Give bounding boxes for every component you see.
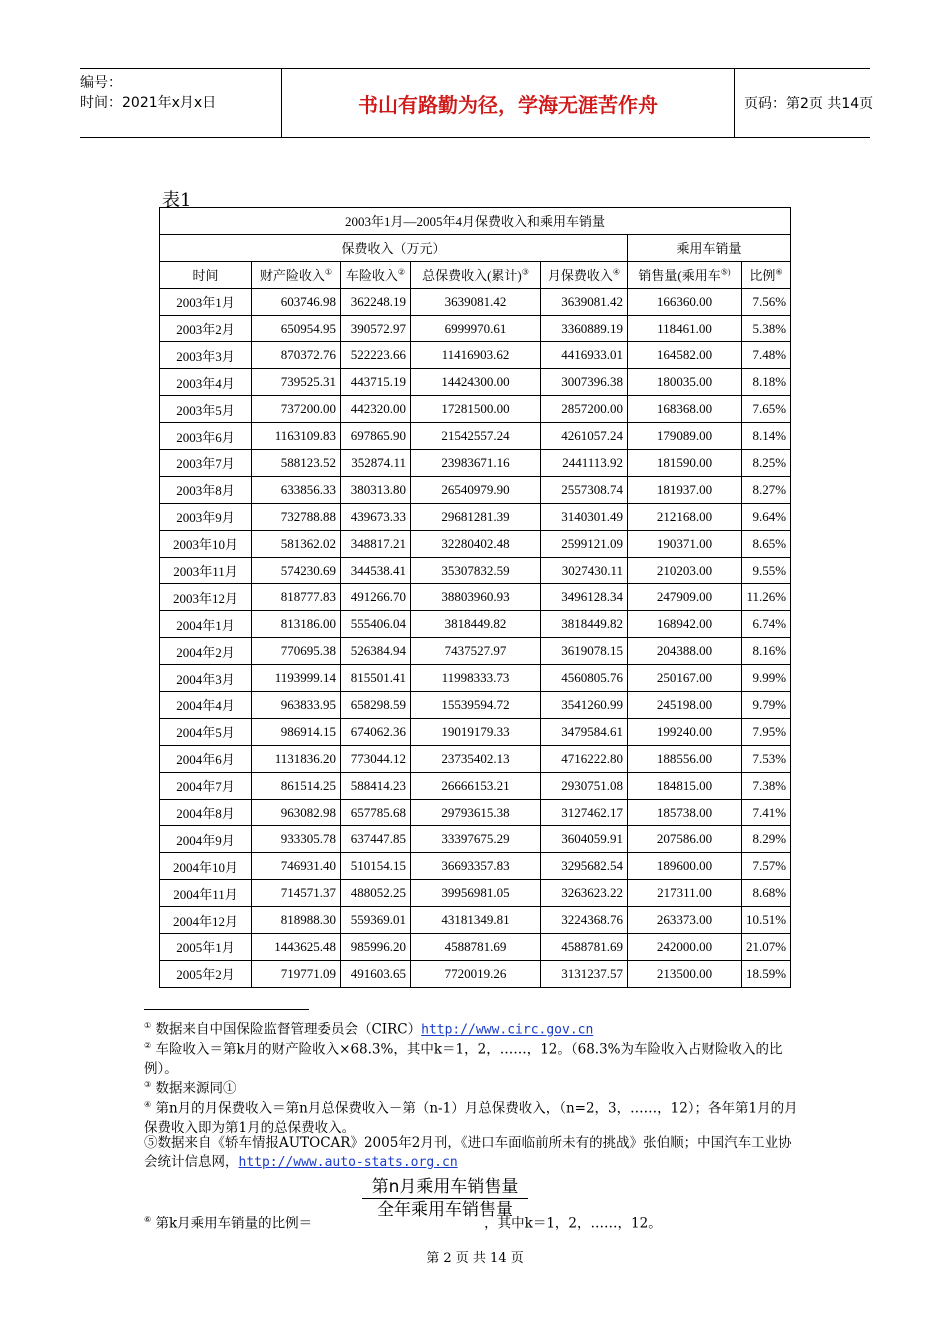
footnote-text: 车险收入＝第k月的财产险收入×68.3%，其中k＝1，2，……，12。（68.3%为车险收入占财险收入的比例）。 [144, 1041, 783, 1077]
table-cell: 1443625.48 [252, 934, 341, 961]
table-cell: 4588781.69 [411, 934, 541, 961]
footnote-text: 第n月的月保费收入＝第n月总保费收入－第（n-1）月总保费收入，（n=2，3，……，12）；各年第1月的月保费收入即为第1月的总保费收入。 [144, 1100, 798, 1136]
table-cell: 11.26% [742, 584, 791, 611]
table-cell: 9.55% [742, 557, 791, 584]
table-cell: 242000.00 [628, 934, 742, 961]
table-row [160, 718, 791, 745]
column-header: 销售量(乘用车⑤) [628, 261, 742, 288]
table-row [160, 288, 791, 315]
table-cell: 526384.94 [341, 638, 411, 665]
table-cell: 185738.00 [628, 799, 742, 826]
table-cell: 488052.25 [341, 880, 411, 907]
table-cell: 3541260.99 [541, 692, 628, 719]
table-cell: 7.95% [742, 718, 791, 745]
table-cell: 263373.00 [628, 907, 742, 934]
table-row [160, 907, 791, 934]
column-header: 财产险收入① [252, 261, 341, 288]
table-cell: 4588781.69 [541, 934, 628, 961]
table-cell: 11416903.62 [411, 342, 541, 369]
table-cell: 3619078.15 [541, 638, 628, 665]
row-date-cell: 2004年5月 [160, 718, 252, 745]
row-date-cell: 2003年7月 [160, 450, 252, 477]
table-cell: 181590.00 [628, 450, 742, 477]
table-cell: 390572.97 [341, 315, 411, 342]
table-cell: 442320.00 [341, 396, 411, 423]
table-cell: 2857200.00 [541, 396, 628, 423]
table-cell: 2930751.08 [541, 772, 628, 799]
table-cell: 180035.00 [628, 369, 742, 396]
table-row [160, 530, 791, 557]
table-cell: 555406.04 [341, 611, 411, 638]
column-header: 总保费收入(累计)③ [411, 261, 541, 288]
table-cell: 3479584.61 [541, 718, 628, 745]
table-cell: 204388.00 [628, 638, 742, 665]
table-cell: 3496128.34 [541, 584, 628, 611]
doc-time: 时间：2021年x月x日 [80, 95, 217, 111]
table-cell: 11998333.73 [411, 665, 541, 692]
row-date-cell: 2004年2月 [160, 638, 252, 665]
table-row [160, 826, 791, 853]
data-table [159, 207, 791, 988]
table-cell: 491603.65 [341, 960, 411, 987]
table-cell: 7.48% [742, 342, 791, 369]
table-cell: 8.29% [742, 826, 791, 853]
table-cell: 8.14% [742, 423, 791, 450]
table-cell: 697865.90 [341, 423, 411, 450]
table-cell: 18.59% [742, 960, 791, 987]
table-cell: 23983671.16 [411, 450, 541, 477]
table-cell: 247909.00 [628, 584, 742, 611]
table-cell: 986914.15 [252, 718, 341, 745]
table-cell: 1193999.14 [252, 665, 341, 692]
table-cell: 746931.40 [252, 853, 341, 880]
table-cell: 813186.00 [252, 611, 341, 638]
column-header: 月保费收入④ [541, 261, 628, 288]
table-cell: 8.65% [742, 530, 791, 557]
table-row [160, 880, 791, 907]
header-motto: 书山有路勤为径，学海无涯苦作舟 [281, 69, 735, 137]
table-cell: 21.07% [742, 934, 791, 961]
table-cell: 9.79% [742, 692, 791, 719]
table-cell: 439673.33 [341, 503, 411, 530]
table-cell: 3295682.54 [541, 853, 628, 880]
row-date-cell: 2003年3月 [160, 342, 252, 369]
footnote-mark: ⑥ [144, 1215, 152, 1224]
table-cell: 168368.00 [628, 396, 742, 423]
table-cell: 574230.69 [252, 557, 341, 584]
table-cell: 8.25% [742, 450, 791, 477]
page-footer: 第 2 页 共 14 页 [426, 1251, 524, 1266]
table-cell: 963833.95 [252, 692, 341, 719]
row-date-cell: 2003年1月 [160, 288, 252, 315]
table-cell: 8.68% [742, 880, 791, 907]
table-row [160, 342, 791, 369]
footnote-2 [144, 1036, 804, 1079]
table-row [160, 853, 791, 880]
row-date-cell: 2004年3月 [160, 665, 252, 692]
table-cell: 207586.00 [628, 826, 742, 853]
table-cell: 732788.88 [252, 503, 341, 530]
row-date-cell: 2004年1月 [160, 611, 252, 638]
table-cell: 7.38% [742, 772, 791, 799]
column-header: 比例⑥ [742, 261, 791, 288]
table-cell: 510154.15 [341, 853, 411, 880]
formula-numerator: 第n月乘用车销售量 [362, 1176, 528, 1199]
table-cell: 189600.00 [628, 853, 742, 880]
table-cell: 861514.25 [252, 772, 341, 799]
table-cell: 29793615.38 [411, 799, 541, 826]
table-cell: 443715.19 [341, 369, 411, 396]
row-date-cell: 2004年9月 [160, 826, 252, 853]
formula-denominator: 全年乘用车销售量 [377, 1200, 513, 1220]
table-cell: 23735402.13 [411, 745, 541, 772]
table-cell: 217311.00 [628, 880, 742, 907]
table-cell: 179089.00 [628, 423, 742, 450]
table-cell: 3131237.57 [541, 960, 628, 987]
table-cell: 164582.00 [628, 342, 742, 369]
table-cell: 963082.98 [252, 799, 341, 826]
table-row [160, 315, 791, 342]
footnote-mark: ① [144, 1021, 152, 1030]
table-cell: 714571.37 [252, 880, 341, 907]
table-cell: 6.74% [742, 611, 791, 638]
auto-stats-link[interactable]: http://www.auto-stats.org.cn [238, 1155, 458, 1170]
table-cell: 7.65% [742, 396, 791, 423]
table-cell: 637447.85 [341, 826, 411, 853]
table-cell: 212168.00 [628, 503, 742, 530]
footnote-5 [144, 1134, 804, 1172]
table-cell: 10.51% [742, 907, 791, 934]
table-cell: 9.99% [742, 665, 791, 692]
table-cell: 3027430.11 [541, 557, 628, 584]
table-cell: 26540979.90 [411, 476, 541, 503]
table-cell: 190371.00 [628, 530, 742, 557]
header-page-info: 页码：第2页 共14页 [744, 96, 874, 112]
row-date-cell: 2004年7月 [160, 772, 252, 799]
table-row [160, 960, 791, 987]
table-cell: 43181349.81 [411, 907, 541, 934]
table-cell: 1131836.20 [252, 745, 341, 772]
table-row [160, 503, 791, 530]
table-cell: 770695.38 [252, 638, 341, 665]
table-cell: 33397675.29 [411, 826, 541, 853]
table-cell: 8.18% [742, 369, 791, 396]
row-date-cell: 2004年4月 [160, 692, 252, 719]
table-cell: 633856.33 [252, 476, 341, 503]
table-cell: 3007396.38 [541, 369, 628, 396]
table-cell: 2441113.92 [541, 450, 628, 477]
table-cell: 168942.00 [628, 611, 742, 638]
group-header-premium: 保费收入（万元） [160, 234, 628, 261]
table-cell: 245198.00 [628, 692, 742, 719]
footnote-text: 数据来源同① [151, 1080, 237, 1097]
row-date-cell: 2005年2月 [160, 960, 252, 987]
footnote-text: 第k月乘用车销量的比例＝ [151, 1215, 313, 1232]
footnote-text: ，其中k＝1，2，……，12。 [484, 1215, 662, 1232]
table-cell: 19019179.33 [411, 718, 541, 745]
column-header: 时间 [160, 261, 252, 288]
table-cell: 3263623.22 [541, 880, 628, 907]
table-cell: 657785.68 [341, 799, 411, 826]
table-row [160, 692, 791, 719]
table-row [160, 934, 791, 961]
table-row [160, 557, 791, 584]
table-cell: 3604059.91 [541, 826, 628, 853]
row-date-cell: 2003年4月 [160, 369, 252, 396]
table-cell: 739525.31 [252, 369, 341, 396]
row-date-cell: 2004年12月 [160, 907, 252, 934]
row-date-cell: 2004年11月 [160, 880, 252, 907]
table-cell: 213500.00 [628, 960, 742, 987]
footnote-text: ⑤数据来自《轿车情报AUTOCAR》2005年2月刊，《进口车面临前所未有的挑战》张伯顺；中国汽车工业协会统计信息网， [144, 1135, 792, 1170]
table-cell: 3818449.82 [411, 611, 541, 638]
footnote-mark: ② [144, 1041, 152, 1050]
table-row [160, 450, 791, 477]
table-cell: 522223.66 [341, 342, 411, 369]
group-header-sales: 乘用车销量 [628, 234, 791, 261]
table-row [160, 423, 791, 450]
row-date-cell: 2003年10月 [160, 530, 252, 557]
table-cell: 352874.11 [341, 450, 411, 477]
table-row [160, 665, 791, 692]
row-date-cell: 2004年10月 [160, 853, 252, 880]
table-cell: 7.56% [742, 288, 791, 315]
table-cell: 29681281.39 [411, 503, 541, 530]
table-cell: 933305.78 [252, 826, 341, 853]
table-cell: 210203.00 [628, 557, 742, 584]
table-cell: 5.38% [742, 315, 791, 342]
table-cell: 650954.95 [252, 315, 341, 342]
table-cell: 674062.36 [341, 718, 411, 745]
table-cell: 1163109.83 [252, 423, 341, 450]
table-row [160, 369, 791, 396]
table-cell: 6999970.61 [411, 315, 541, 342]
row-date-cell: 2004年6月 [160, 745, 252, 772]
table-cell: 188556.00 [628, 745, 742, 772]
circ-link[interactable]: http://www.circ.gov.cn [421, 1022, 594, 1038]
footnote-6 [144, 1210, 804, 1234]
table-cell: 870372.76 [252, 342, 341, 369]
row-date-cell: 2003年11月 [160, 557, 252, 584]
table-cell: 21542557.24 [411, 423, 541, 450]
table-cell: 3140301.49 [541, 503, 628, 530]
table-row [160, 772, 791, 799]
table-cell: 344538.41 [341, 557, 411, 584]
table-cell: 38803960.93 [411, 584, 541, 611]
table-cell: 118461.00 [628, 315, 742, 342]
table-cell: 3127462.17 [541, 799, 628, 826]
table-cell: 719771.09 [252, 960, 341, 987]
table-row [160, 745, 791, 772]
table-cell: 603746.98 [252, 288, 341, 315]
table-cell: 4716222.80 [541, 745, 628, 772]
table-cell: 7437527.97 [411, 638, 541, 665]
table-cell: 7720019.26 [411, 960, 541, 987]
table-cell: 348817.21 [341, 530, 411, 557]
table-cell: 2599121.09 [541, 530, 628, 557]
table-cell: 985996.20 [341, 934, 411, 961]
table-cell: 15539594.72 [411, 692, 541, 719]
table-cell: 199240.00 [628, 718, 742, 745]
table-row [160, 476, 791, 503]
table-cell: 8.16% [742, 638, 791, 665]
table-cell: 14424300.00 [411, 369, 541, 396]
row-date-cell: 2003年9月 [160, 503, 252, 530]
table-cell: 3224368.76 [541, 907, 628, 934]
table-cell: 184815.00 [628, 772, 742, 799]
footnote-separator [144, 1009, 309, 1010]
table-cell: 4560805.76 [541, 665, 628, 692]
table-cell: 581362.02 [252, 530, 341, 557]
table-cell: 3639081.42 [541, 288, 628, 315]
table-cell: 4261057.24 [541, 423, 628, 450]
column-header: 车险收入② [341, 261, 411, 288]
table-cell: 737200.00 [252, 396, 341, 423]
footnote-text: 数据来自中国保险监督管理委员会（CIRC） [151, 1021, 422, 1038]
table-cell: 9.64% [742, 503, 791, 530]
footnote-mark: ③ [144, 1080, 152, 1089]
table-cell: 17281500.00 [411, 396, 541, 423]
table-row [160, 638, 791, 665]
table-label: 表1 [162, 190, 192, 211]
table-cell: 3639081.42 [411, 288, 541, 315]
page-header [80, 68, 874, 138]
table-cell: 39956981.05 [411, 880, 541, 907]
row-date-cell: 2003年5月 [160, 396, 252, 423]
table-cell: 7.41% [742, 799, 791, 826]
row-date-cell: 2005年1月 [160, 934, 252, 961]
row-date-cell: 2003年2月 [160, 315, 252, 342]
footnote-4 [144, 1095, 804, 1138]
table-cell: 166360.00 [628, 288, 742, 315]
table-cell: 7.57% [742, 853, 791, 880]
table-cell: 3360889.19 [541, 315, 628, 342]
table-cell: 491266.70 [341, 584, 411, 611]
table-cell: 818988.30 [252, 907, 341, 934]
row-date-cell: 2004年8月 [160, 799, 252, 826]
table-cell: 7.53% [742, 745, 791, 772]
table-cell: 658298.59 [341, 692, 411, 719]
row-date-cell: 2003年8月 [160, 476, 252, 503]
table-cell: 2557308.74 [541, 476, 628, 503]
header-meta [80, 69, 281, 141]
table-cell: 380313.80 [341, 476, 411, 503]
table-cell: 35307832.59 [411, 557, 541, 584]
table-cell: 818777.83 [252, 584, 341, 611]
doc-number-label: 编号： [80, 75, 122, 91]
table-cell: 588123.52 [252, 450, 341, 477]
table-cell: 4416933.01 [541, 342, 628, 369]
row-date-cell: 2003年12月 [160, 584, 252, 611]
row-date-cell: 2003年6月 [160, 423, 252, 450]
footnote-mark: ④ [144, 1100, 152, 1109]
table-row [160, 584, 791, 611]
table-cell: 362248.19 [341, 288, 411, 315]
table-title: 2003年1月—2005年4月保费收入和乘用车销量 [160, 208, 791, 235]
table-cell: 32280402.48 [411, 530, 541, 557]
table-row [160, 396, 791, 423]
table-cell: 559369.01 [341, 907, 411, 934]
table-row [160, 611, 791, 638]
table-cell: 181937.00 [628, 476, 742, 503]
table-cell: 815501.41 [341, 665, 411, 692]
table-cell: 588414.23 [341, 772, 411, 799]
table-row [160, 799, 791, 826]
table-cell: 26666153.21 [411, 772, 541, 799]
table-cell: 36693357.83 [411, 853, 541, 880]
table-cell: 773044.12 [341, 745, 411, 772]
table-cell: 250167.00 [628, 665, 742, 692]
column-header-row [160, 261, 791, 288]
table-cell: 3818449.82 [541, 611, 628, 638]
table-cell: 8.27% [742, 476, 791, 503]
